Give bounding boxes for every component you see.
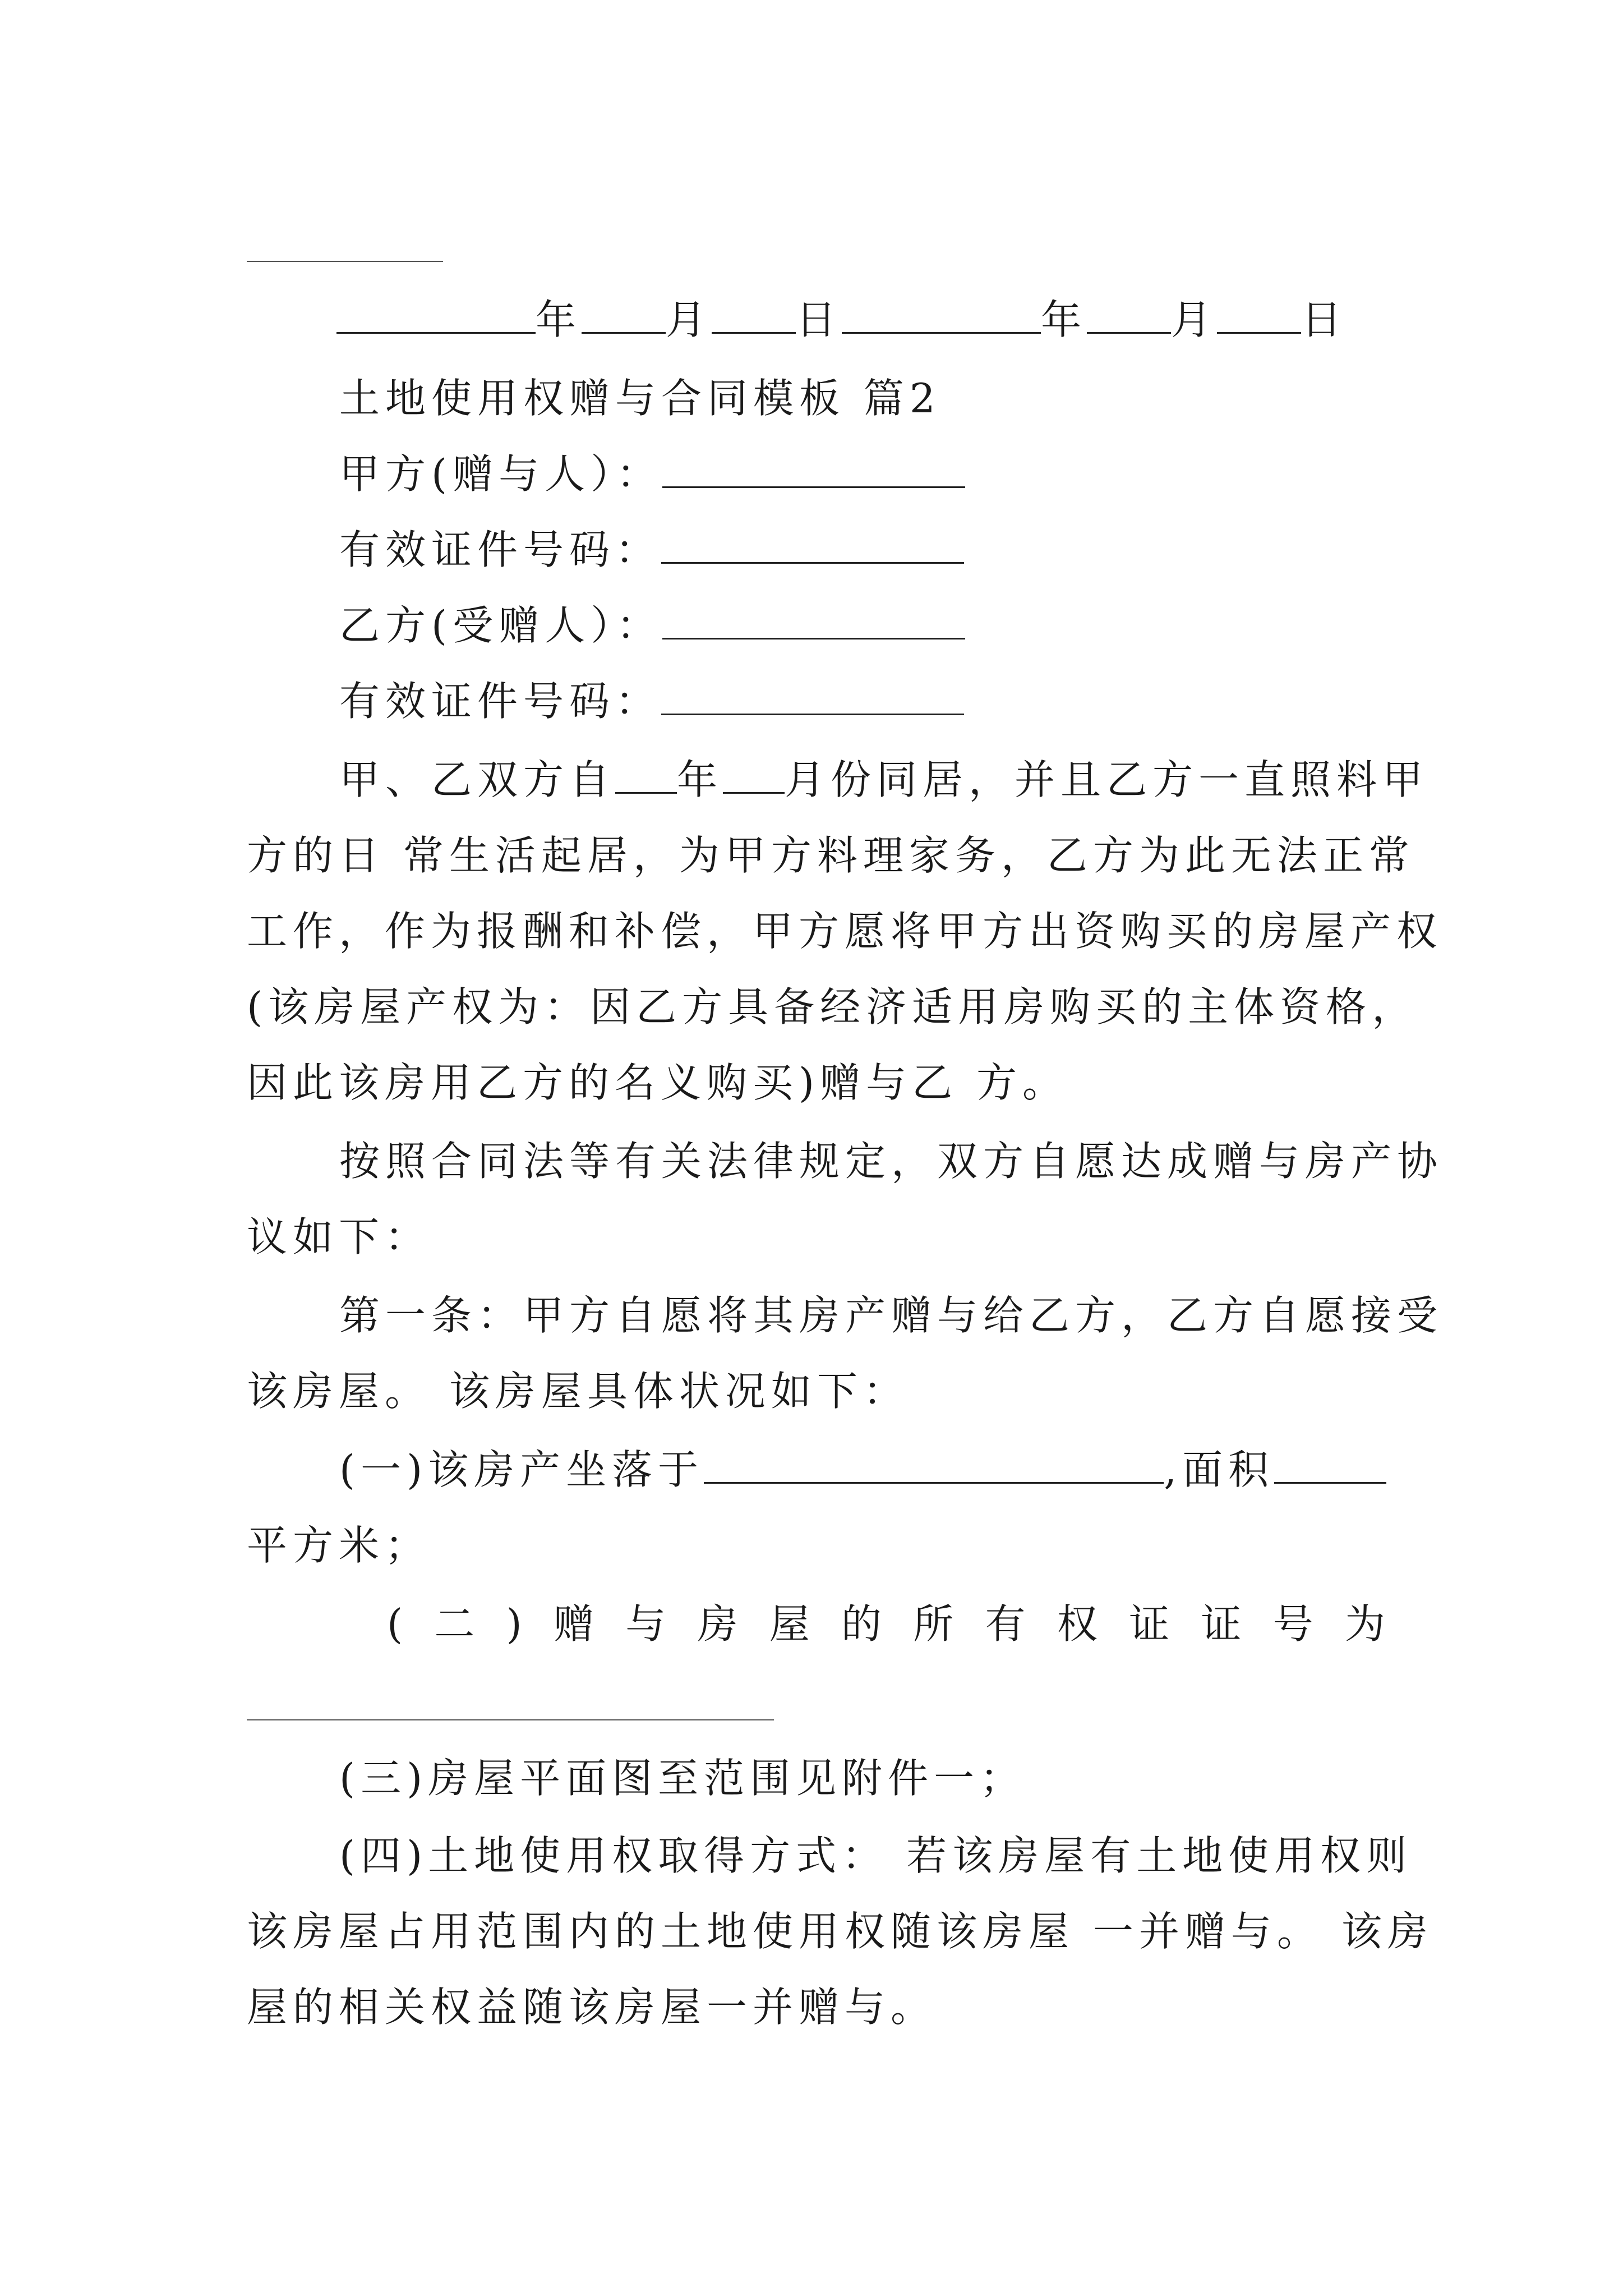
para1-line5: 因此该房用乙方的名义购买)赠与乙 方。 — [247, 1059, 1068, 1106]
item4-line3: 屋的相关权益随该房屋一并赠与。 — [247, 1984, 937, 2031]
cohabit-month-blank[interactable] — [723, 753, 785, 794]
para1-text-b: 年 — [677, 756, 723, 803]
para1-line2: 方的日 常生活起居，为甲方料理家务，乙方为此无法正常 — [247, 832, 1415, 879]
item2-char: 所 — [913, 1600, 954, 1648]
item1-line1 — [339, 1442, 1385, 1498]
item2-char: 证 — [1201, 1600, 1242, 1648]
month2-blank[interactable] — [1087, 293, 1171, 334]
item2-char: 赠 — [553, 1600, 594, 1648]
item2-char: 权 — [1057, 1600, 1098, 1648]
party-b-id-row — [339, 673, 1385, 729]
para2-line1: 按照合同法等有关法律规定，双方自愿达成赠与房产协 — [339, 1138, 1444, 1185]
party-b-blank[interactable] — [662, 599, 965, 639]
party-a-id-label: 有效证件号码： — [339, 526, 662, 573]
month2-label: 月 — [1171, 296, 1218, 343]
date-line — [336, 292, 1391, 348]
top-rule — [247, 261, 443, 262]
item3-line: (三)房屋平面图至范围见附件一； — [339, 1755, 1026, 1802]
item2-char: 的 — [841, 1600, 882, 1648]
party-b-row — [339, 597, 1385, 654]
party-a-blank[interactable] — [662, 447, 965, 488]
party-a-label: 甲方(赠与人）： — [339, 450, 663, 498]
party-b-id-blank[interactable] — [661, 674, 964, 715]
article1-line1: 第一条：甲方自愿将其房产赠与给乙方，乙方自愿接受 — [339, 1292, 1444, 1339]
area-blank[interactable] — [1274, 1443, 1386, 1484]
para1-line4: (该房屋产权为：因乙方具备经济适用房购买的主体资格， — [247, 983, 1418, 1030]
cohabit-year-blank[interactable] — [615, 753, 677, 794]
item2-char: 号 — [1272, 1600, 1313, 1648]
para1-line1 — [339, 752, 1429, 808]
certificate-number-blank[interactable] — [247, 1719, 774, 1720]
day1-label: 日 — [796, 296, 842, 343]
location-blank[interactable] — [704, 1443, 1164, 1484]
month1-label: 月 — [666, 296, 712, 343]
month1-blank[interactable] — [582, 293, 666, 334]
year2-blank[interactable] — [842, 293, 1041, 334]
item2-char: 证 — [1129, 1600, 1170, 1648]
party-b-label: 乙方(受赠人）： — [339, 602, 663, 649]
document-title: 土地使用权赠与合同模板 篇2 — [339, 375, 941, 422]
year1-label: 年 — [536, 296, 582, 343]
item4-line2: 该房屋占用范围内的土地使用权随该房屋 一并赠与。 该房 — [247, 1908, 1433, 1955]
item2-char: ) — [506, 1600, 522, 1648]
item1-line2: 平方米； — [247, 1522, 431, 1569]
para1-text-c: 月份同居，并且乙方一直照料甲 — [785, 756, 1429, 803]
item4-line1: (四)土地使用权取得方式： 若该房屋有土地使用权则 — [339, 1832, 1413, 1879]
item2-char: 房 — [697, 1600, 738, 1648]
item1-area-label: ,面积 — [1164, 1446, 1275, 1493]
year1-blank[interactable] — [336, 293, 536, 334]
item2-line — [387, 1596, 1385, 1652]
item2-char: 与 — [625, 1600, 666, 1648]
party-a-row — [339, 446, 1385, 502]
day2-label: 日 — [1301, 296, 1348, 343]
day1-blank[interactable] — [712, 293, 796, 334]
party-a-id-blank[interactable] — [661, 523, 964, 564]
party-a-id-row — [339, 522, 1385, 578]
day2-blank[interactable] — [1217, 293, 1301, 334]
item2-char: 二 — [434, 1600, 475, 1648]
item2-char: 为 — [1344, 1600, 1385, 1648]
para1-line3: 工作，作为报酬和补偿，甲方愿将甲方出资购买的房屋产权 — [247, 908, 1443, 955]
year2-label: 年 — [1041, 296, 1087, 343]
item2-char: 屋 — [769, 1600, 810, 1648]
para2-line2: 议如下： — [247, 1213, 431, 1260]
item1-location-label: (一)该房产坐落于 — [339, 1446, 704, 1493]
item2-char: ( — [387, 1600, 403, 1648]
article1-line2: 该房屋。 该房屋具体状况如下： — [247, 1368, 909, 1415]
party-b-id-label: 有效证件号码： — [339, 678, 662, 725]
para1-text-a: 甲、乙双方自 — [339, 756, 616, 803]
item2-char: 有 — [985, 1600, 1026, 1648]
